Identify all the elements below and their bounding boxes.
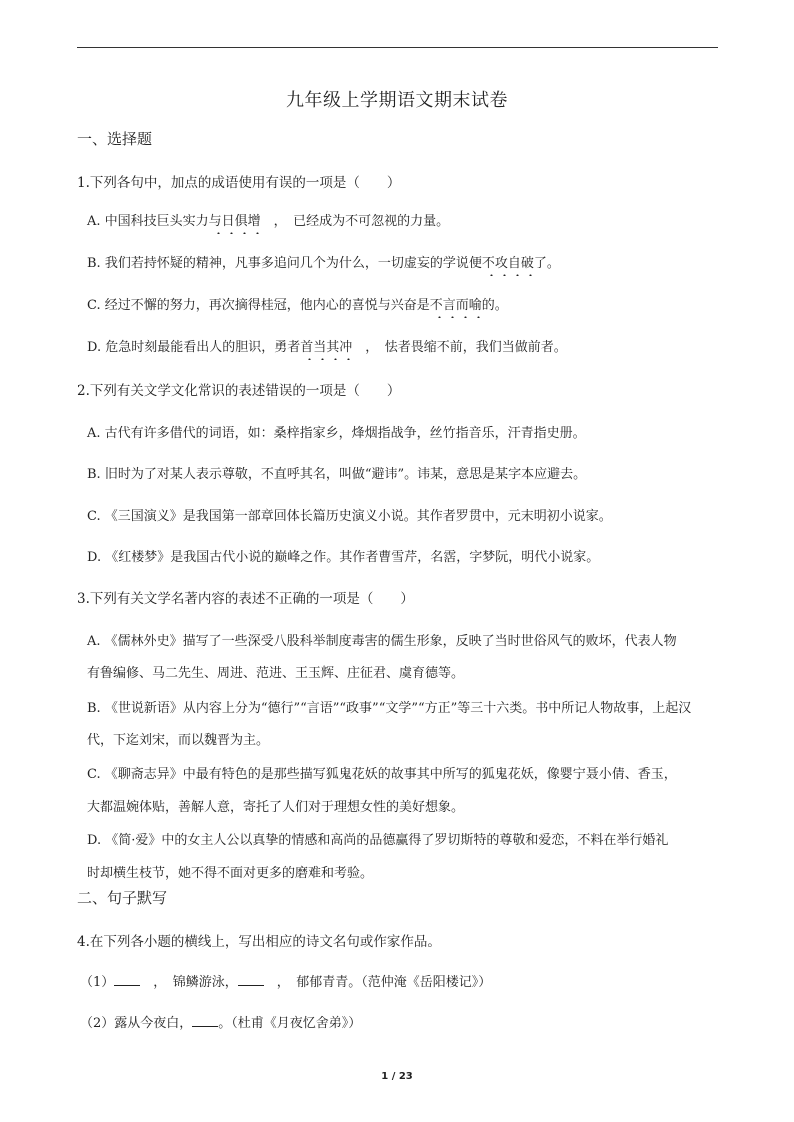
question-1-option-d — [87, 336, 567, 355]
answer-blank[interactable] — [192, 1013, 218, 1027]
question-3-option-a-line2: 有鲁编修、马二先生、周进、范进、王玉辉、庄征君、虞育德等。 — [87, 666, 465, 681]
item-text: 。（杜甫《月夜忆舍弟》） — [218, 1016, 362, 1031]
question-3-option-c-line2: 大都温婉体贴，善解人意，寄托了人们对于理想女性的美好想象。 — [87, 800, 465, 815]
option-text: B. 我们若持怀疑的精神，凡事多追问几个为什么，一切虚妄的学说便 — [87, 256, 482, 271]
question-3-option-a-line1: A. 《儒林外史》描写了一些深受八股科举制度毒害的儒生形象，反映了当时世俗风气的败坏，代表人物 — [87, 634, 677, 649]
question-3-option-d-line1: D. 《简·爱》中的女主人公以真挚的情感和高尚的品德赢得了罗切斯特的尊敬和爱恋，不料在举行婚礼 — [87, 833, 669, 848]
answer-blank[interactable] — [114, 972, 140, 986]
question-4-item-2 — [80, 1012, 361, 1031]
page-title: 九年级上学期语文期末试卷 — [286, 90, 508, 111]
header-rule — [77, 47, 718, 48]
question-3-option-b-line2: 代，下迄刘宋，而以魏晋为主。 — [87, 733, 270, 748]
item-text: ， 郁郁青青。（范仲淹《岳阳楼记》） — [263, 975, 492, 990]
dotted-idiom: 不言而喻 — [429, 298, 482, 313]
item-text: （2）露从今夜白， — [80, 1016, 193, 1031]
question-3-option-c-line1: C. 《聊斋志异》中最有特色的是那些描写狐鬼花妖的故事其中所写的狐鬼花妖，像婴宁聂小倩、香玉， — [87, 767, 677, 782]
section-heading-recitation: 二、句子默写 — [77, 889, 168, 907]
question-4-item-1 — [80, 971, 491, 990]
option-text: 的。 — [481, 298, 508, 313]
question-2-option-d: D. 《红楼梦》是我国古代小说的巅峰之作。其作者曹雪芹，名霑，字梦阮，明代小说家。 — [87, 550, 600, 565]
option-text: 了。 — [533, 256, 560, 271]
option-text: ， 已经成为不可忽视的力量。 — [260, 214, 450, 229]
option-text: C. 经过不懈的努力，再次摘得桂冠，他内心的喜悦与兴奋是 — [87, 298, 430, 313]
question-2-option-a: A. 古代有许多借代的词语，如：桑梓指家乡，烽烟指战争，丝竹指音乐，汗青指史册。 — [87, 426, 586, 441]
question-4-stem: 4.在下列各小题的横线上，写出相应的诗文名句或作家作品。 — [77, 934, 441, 950]
option-text: D. 危急时刻最能看出人的胆识，勇者 — [87, 340, 301, 355]
question-1-option-c — [87, 294, 508, 313]
question-2-option-b: B. 旧时为了对某人表示尊敬，不直呼其名，叫做“避讳”。讳某，意思是某字本应避去。 — [87, 467, 587, 482]
answer-blank[interactable] — [238, 972, 264, 986]
question-2-option-c: C. 《三国演义》是我国第一部章回体长篇历史演义小说。其作者罗贯中，元末明初小说家。 — [87, 509, 612, 524]
dotted-idiom: 与日俱增 — [208, 214, 261, 229]
option-text: A. 中国科技巨头实力 — [87, 214, 209, 229]
question-1-option-a — [87, 210, 449, 229]
question-1-option-b — [87, 252, 560, 271]
question-3-option-b-line1: B. 《世说新语》从内容上分为“德行”“言语”“政事”“文学”“方正”等三十六类。书中所记人物故事，上起汉 — [87, 701, 692, 716]
question-2-stem: 2.下列有关文学文化常识的表述错误的一项是（ ） — [77, 383, 401, 399]
section-heading-choice: 一、选择题 — [77, 130, 153, 148]
question-3-stem: 3.下列有关文学名著内容的表述不正确的一项是（ ） — [77, 591, 414, 607]
item-text: ， 锦鳞游泳， — [140, 975, 238, 990]
option-text: ， 怯者畏缩不前，我们当做前者。 — [352, 340, 567, 355]
page-number: 1 / 23 — [381, 1071, 413, 1082]
question-3-option-d-line2: 时却横生枝节，她不得不面对更多的磨难和考验。 — [87, 866, 374, 881]
dotted-idiom: 首当其冲 — [300, 340, 353, 355]
question-1-stem: 1.下列各句中，加点的成语使用有误的一项是（ ） — [77, 175, 401, 191]
dotted-idiom: 不攻自破 — [481, 256, 534, 271]
item-text: （1） — [80, 975, 115, 990]
